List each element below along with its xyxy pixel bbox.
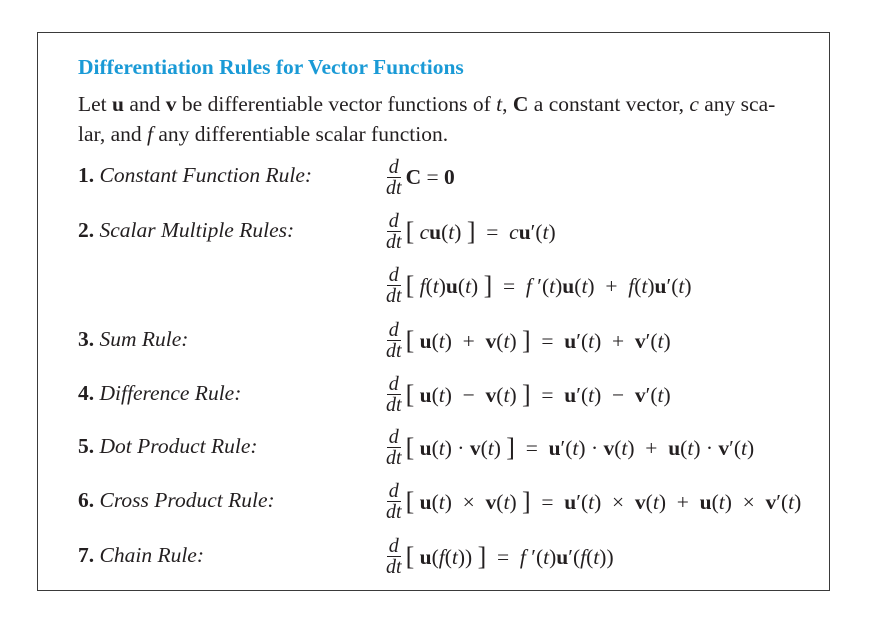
rule-3-name: Sum Rule: — [99, 327, 189, 351]
intro-line-2: lar, and f any differentiable scalar function. — [78, 122, 449, 146]
rule-2-label — [78, 218, 294, 243]
rule-7-number: 7. — [78, 543, 95, 567]
rule-3-number: 3. — [78, 327, 95, 351]
rule-2-name: Scalar Multiple Rules: — [99, 218, 295, 242]
intro-paragraph — [78, 89, 823, 149]
rule-3-formula: $\frac{d}{dt}$ [ u(t) + v(t) ] = u′(t) + v′(t) — [386, 318, 671, 362]
rule-7-name: Chain Rule: — [99, 543, 204, 567]
rule-5-formula: $\frac{d}{dt}$ [ u(t) · v(t) ] = u′(t) · v(t) + u(t) · v′(t) — [386, 425, 755, 469]
intro-line-1: Let u and v be differentiable vector functions of t, C a constant vector, c any sca- — [78, 92, 776, 116]
rule-7-label — [78, 543, 204, 568]
rule-1-number: 1. — [78, 163, 95, 187]
derivative-operator: $\frac{d}{dt}$ — [386, 534, 402, 578]
rule-2-formula-b: $\frac{d}{dt}$ [ f(t)u(t) ] = f ′(t)u(t) + f(t)u′(t) — [386, 263, 692, 307]
derivative-operator: $\frac{d}{dt}$ — [386, 318, 402, 362]
rule-6-formula: $\frac{d}{dt}$ [ u(t) × v(t) ] = u′(t) × v(t) + u(t) × v′(t) — [386, 479, 802, 523]
rule-1-formula: $\frac{d}{dt}$ C = 0 — [386, 155, 455, 199]
rule-4-name: Difference Rule: — [99, 381, 242, 405]
rule-4-formula: $\frac{d}{dt}$ [ u(t) − v(t) ] = u′(t) − v′(t) — [386, 372, 671, 416]
rules-box — [37, 32, 830, 591]
rule-3-label — [78, 327, 188, 352]
rule-1-name: Constant Function Rule: — [99, 163, 313, 187]
derivative-operator: $\frac{d}{dt}$ — [386, 209, 402, 253]
rule-7-formula: $\frac{d}{dt}$ [ u(f(t)) ] = f ′(t)u′(f(t)) — [386, 534, 614, 578]
derivative-operator: $\frac{d}{dt}$ — [386, 155, 402, 199]
derivative-operator: $\frac{d}{dt}$ — [386, 479, 402, 523]
rule-4-label — [78, 381, 241, 406]
rule-2-number: 2. — [78, 218, 95, 242]
derivative-operator: $\frac{d}{dt}$ — [386, 263, 402, 307]
rule-1-label — [78, 163, 312, 188]
rule-2-formula-a: $\frac{d}{dt}$ [ cu(t) ] = cu′(t) — [386, 209, 556, 253]
rule-5-label — [78, 434, 258, 459]
box-title: Differentiation Rules for Vector Functions — [78, 55, 464, 79]
rule-5-name: Dot Product Rule: — [99, 434, 258, 458]
derivative-operator: $\frac{d}{dt}$ — [386, 425, 402, 469]
rule-4-number: 4. — [78, 381, 95, 405]
rule-6-number: 6. — [78, 488, 95, 512]
derivative-operator: $\frac{d}{dt}$ — [386, 372, 402, 416]
rule-6-label — [78, 488, 275, 513]
rule-6-name: Cross Product Rule: — [99, 488, 275, 512]
rule-5-number: 5. — [78, 434, 95, 458]
